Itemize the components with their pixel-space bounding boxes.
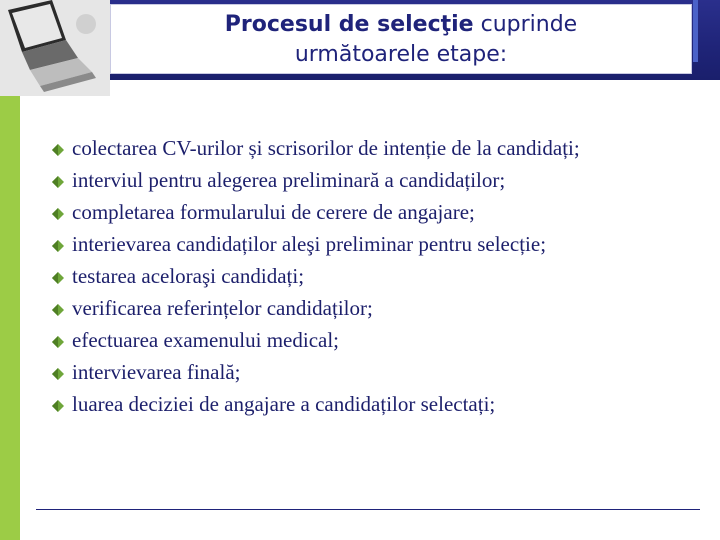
diamond-arrow-icon — [50, 398, 66, 414]
bullet-text: completarea formularului de cerere de angajare; — [72, 200, 475, 224]
bottom-divider — [36, 509, 700, 510]
list-item — [48, 360, 668, 384]
diamond-arrow-icon — [50, 206, 66, 222]
list-item — [48, 200, 668, 224]
bullet-text: interviul pentru alegerea preliminară a candidaților; — [72, 168, 506, 192]
list-item — [48, 392, 668, 416]
left-green-bar — [0, 96, 20, 540]
diamond-arrow-icon — [50, 174, 66, 190]
bullet-text: verificarea referințelor candidaților; — [72, 296, 373, 320]
bullet-list — [48, 136, 668, 424]
diamond-arrow-icon — [50, 334, 66, 350]
list-item — [48, 264, 668, 288]
list-item — [48, 296, 668, 320]
bullet-text: intervievarea finală; — [72, 360, 241, 384]
title-rest: cuprinde — [473, 12, 578, 37]
slide-title — [110, 10, 692, 70]
list-item — [48, 168, 668, 192]
diamond-arrow-icon — [50, 238, 66, 254]
title-bold: Procesul de selecţie — [224, 12, 474, 37]
diamond-arrow-icon — [50, 270, 66, 286]
list-item — [48, 136, 668, 160]
title-panel — [110, 4, 692, 74]
title-line2: următoarele etape: — [294, 42, 508, 67]
bullet-text: testarea aceloraşi candidați; — [72, 264, 305, 288]
diamond-arrow-icon — [50, 302, 66, 318]
right-accent-bar — [693, 0, 698, 62]
list-item — [48, 328, 668, 352]
bullet-text: efectuarea examenului medical; — [72, 328, 340, 352]
computer-logo-icon — [0, 0, 110, 96]
bullet-text: luarea deciziei de angajare a candidaților selectați; — [72, 392, 496, 416]
bullet-text: colectarea CV-urilor și scrisorilor de intenție de la candidați; — [72, 136, 580, 160]
diamond-arrow-icon — [50, 366, 66, 382]
list-item — [48, 232, 668, 256]
bullet-text: interievarea candidaților aleşi preliminar pentru selecție; — [72, 232, 547, 256]
diamond-arrow-icon — [50, 142, 66, 158]
